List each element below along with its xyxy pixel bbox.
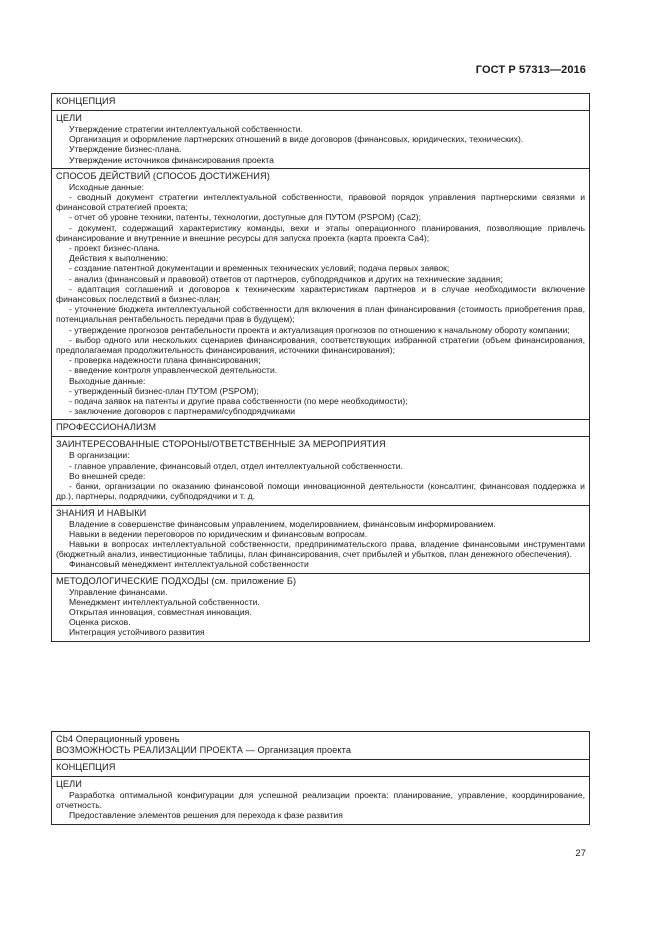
section-line: - проверка надежности плана финансирования;	[69, 355, 261, 366]
project-organization-table	[51, 731, 590, 825]
section-line: Утверждение бизнес-плана.	[69, 144, 182, 155]
section-line: Интеграция устойчивого развития	[69, 627, 205, 638]
section-line: - сводный документ стратегии интеллектуальной собственности, правовой порядок управления партнерскими связями и финансовой стратегией проекта;	[56, 192, 585, 213]
section-line: - подача заявок на патенты и другие права собственности (по мере необходимости);	[69, 396, 408, 407]
section-title: КОНЦЕПЦИЯ	[56, 762, 116, 772]
section-title: МЕТОДОЛОГИЧЕСКИЕ ПОДХОДЫ (см. приложение Б)	[56, 575, 297, 586]
table-section	[52, 760, 589, 777]
page-number: 27	[575, 848, 586, 859]
section-line: Навыки в ведении переговоров по юридическим и финансовым вопросам.	[69, 528, 368, 539]
section-line: Оценка рисков.	[69, 617, 131, 628]
table-section	[52, 420, 589, 437]
table-section	[52, 94, 589, 111]
section-line: - утверждение прогнозов рентабельности проекта и актуализация прогнозов по отношению к начальному обороту компании;	[69, 324, 570, 335]
section-title: ЗАИНТЕРЕСОВАННЫЕ СТОРОНЫ/ОТВЕТСТВЕННЫЕ ЗА МЕРОПРИЯТИЯ	[56, 439, 386, 450]
table-section	[52, 574, 589, 642]
section-line: - утвержденный бизнес-план ПУТОМ (PSPOM);	[69, 385, 259, 396]
section-line: Навыки в вопросах интеллектуальной собственности, предпринимательского права, владение финансовыми инструментами (бюджетный анализ, инвестиционные таблицы, план финансирования, счет прибылей и убытков, план денежного обеспечения).	[56, 538, 585, 560]
section-line: - главное управление, финансовый отдел, отдел интеллектуальной собственности.	[69, 460, 403, 471]
section-line: Финансовый менеджмент интеллектуальной собственности	[69, 559, 309, 570]
section-line: Менеджмент интеллектуальной собственности.	[69, 596, 260, 607]
section-line: Разработка оптимальной конфигурации для успешной реализации проекта: планирование, управление, координирование, отчетность.	[56, 790, 585, 811]
section-line: Предоставление элементов решения для перехода к фазе развития	[69, 810, 343, 821]
table-section	[52, 437, 589, 505]
section-line: Утверждение стратегии интеллектуальной собственности.	[69, 124, 303, 134]
section-line: - проект бизнес-плана.	[69, 243, 161, 254]
section-subtitle: ВОЗМОЖНОСТЬ РЕАЛИЗАЦИИ ПРОЕКТА — Организация проекта	[56, 745, 352, 755]
section-line: Утверждение источников финансирования проекта	[69, 154, 274, 165]
section-line: В организации:	[69, 450, 130, 461]
section-line: Открытая инновация, совместная инновация.	[69, 606, 252, 617]
section-line: - создание патентной документации и временных технических условий; подача первых заявок;	[69, 263, 450, 274]
section-line: - адаптация соглашений и договоров к техническим характеристикам партнеров и в случае необходимости включение финансовых последствий в бизнес-план;	[56, 283, 585, 305]
table-section	[52, 111, 589, 169]
section-line: - банки, организации по оказанию финансовой помощи инновационной деятельности (консалтинг, финансовая поддержка и др.), партнеры, подрядчики, субподрядчики и т. д.	[56, 481, 585, 502]
section-title: ЦЕЛИ	[56, 779, 82, 789]
section-line: - выбор одного или нескольких сценариев финансирования, соответствующих избранной стратегии (объем финансирования, предполагаемая продолжительность финансирования, источники финансирования);	[56, 334, 585, 356]
section-title: ПРОФЕССИОНАЛИЗМ	[56, 422, 157, 433]
section-line: Исходные данные:	[69, 181, 144, 192]
section-line: Управление финансами.	[69, 586, 168, 597]
section-line: - анализ (финансовый и правовой) ответов от партнеров, субподрядчиков и других на технические задания;	[69, 273, 503, 284]
requirements-table	[51, 93, 590, 642]
section-line: Действия к выполнению:	[69, 253, 169, 264]
section-title: СПОСОБ ДЕЙСТВИЙ (СПОСОБ ДОСТИЖЕНИЯ)	[56, 170, 270, 181]
section-line: - документ, содержащий характеристику команды, вехи и этапы операционного планирования, позволяющие привлечь финансирование и внутренние и внешние ресурсы для запуска проекта (карта проекта Са4);	[56, 222, 585, 243]
section-line: - отчет об уровне техники, патенты, технологии, доступные для ПУТОМ (PSPOM) (Са2);	[69, 212, 422, 223]
section-line: Во внешней среде:	[69, 470, 146, 481]
section-title: КОНЦЕПЦИЯ	[56, 96, 116, 106]
section-title: ЦЕЛИ	[56, 113, 82, 123]
section-title: ЗНАНИЯ И НАВЫКИ	[56, 507, 147, 518]
standard-number: ГОСТ Р 57313—2016	[475, 64, 586, 76]
section-line: Выходные данные:	[69, 375, 146, 386]
section-line: Организация и оформление партнерских отношений в виде договоров (финансовых, юридических, технических).	[69, 134, 524, 145]
table-section	[52, 732, 589, 760]
table-section	[52, 169, 589, 421]
table-section	[52, 777, 589, 825]
section-line: Владение в совершенстве финансовым управлением, моделированием, финансовым информированием.	[69, 518, 496, 529]
section-line: - заключение договоров с партнерами/субподрядчиками	[69, 406, 296, 417]
section-line: - введение контроля управленческой деятельности.	[69, 365, 278, 376]
table-section	[52, 506, 589, 574]
section-line: - уточнение бюджета интеллектуальной собственности для включения в план финансирования (стоимость приобретения прав, потенциальная рентабельность передачи прав в будущем);	[56, 304, 585, 325]
section-title: Cb4 Операционный уровень	[56, 734, 180, 744]
